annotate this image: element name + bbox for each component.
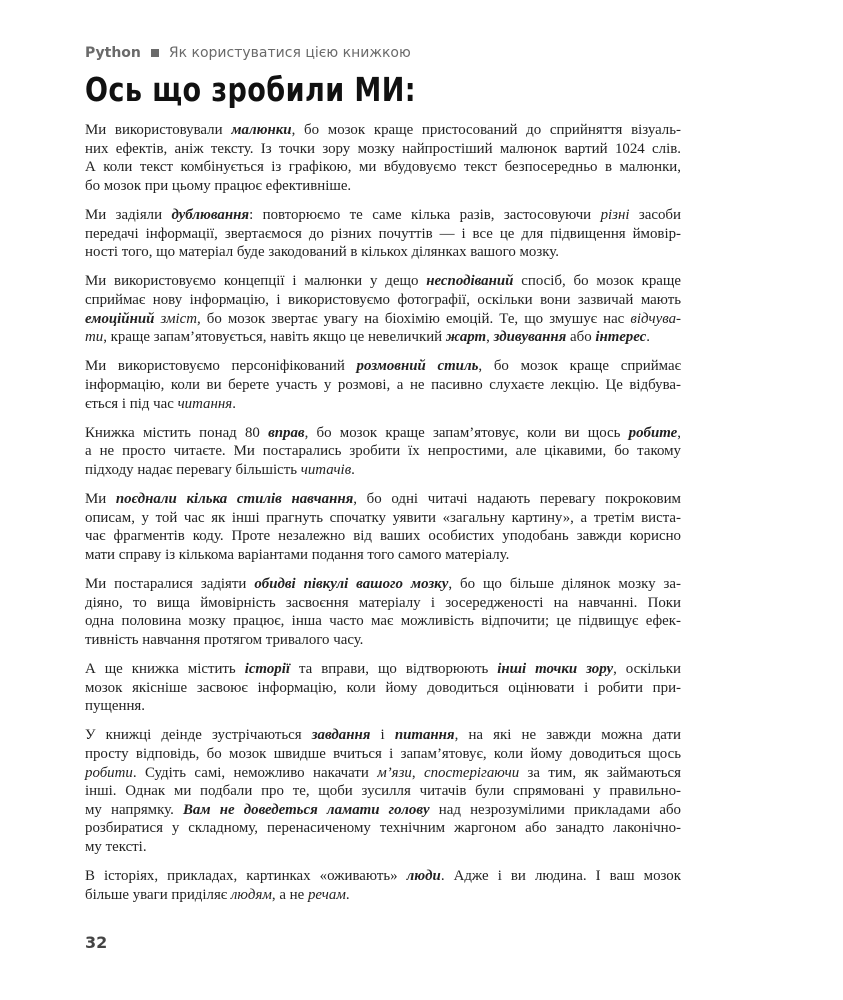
text-span: розбиратися у складному, перенасиченому технічним жаргоном або занадто лаконічно- — [85, 820, 681, 837]
text-span: тивність навчання протягом тривалого часу. — [85, 631, 364, 648]
text-span: мозок якісніше засвоює інформацію, коли йому доводиться оцінювати і робити при- — [85, 679, 681, 696]
emphasis-text: вправ — [268, 424, 305, 441]
text-span: , бо мозок краще сприймає — [478, 358, 681, 375]
text-line — [85, 631, 681, 650]
text-span: : повторюємо те саме кілька разів, застосовуючи — [249, 206, 601, 223]
text-line — [85, 328, 681, 347]
text-line — [85, 594, 681, 613]
emphasis-text: малюнки — [231, 122, 292, 138]
text-span: одна половина мозку працює, інша часто має можливість відпочити; це підвищує ефек- — [85, 613, 681, 630]
text-span: му напрямку. — [85, 801, 183, 818]
italic-text: речам — [307, 886, 346, 903]
text-line — [85, 819, 681, 838]
emphasis-text: інтерес — [595, 329, 647, 346]
text-span: , — [486, 329, 494, 346]
paragraph — [85, 357, 681, 413]
text-line — [85, 726, 681, 745]
text-span: , на які не завжди можна дати — [454, 727, 681, 744]
italic-text: м’язи — [377, 764, 412, 781]
emphasis-text: емоційний — [85, 310, 155, 327]
paragraph — [85, 660, 681, 716]
emphasis-text: розмовний стиль — [356, 358, 479, 375]
text-line — [85, 867, 681, 886]
text-span: . — [232, 395, 236, 412]
text-span: А ще книжка містить — [85, 661, 245, 677]
text-span: . Судіть самі, неможливо накачати — [132, 764, 378, 781]
text-span: му тексті. — [85, 838, 147, 855]
paragraph — [85, 206, 681, 262]
text-line — [85, 886, 681, 905]
emphasis-text: жарт — [445, 329, 487, 346]
text-line — [85, 442, 681, 461]
emphasis-text: історії — [244, 661, 290, 677]
text-line — [85, 310, 681, 329]
text-line — [85, 838, 681, 857]
emphasis-text: інші точки зору — [497, 661, 614, 677]
emphasis-text: дублювання — [171, 206, 250, 223]
text-span: , — [677, 424, 681, 441]
text-span: або — [566, 329, 596, 346]
text-span: Ми постаралися задіяти — [85, 576, 255, 593]
text-span: . — [351, 461, 355, 478]
text-span: Ми використовуємо концепції і малюнки у дещо — [85, 273, 427, 290]
italic-text: спостерігаючи — [423, 764, 520, 781]
text-span: . — [345, 886, 350, 903]
body-text — [85, 121, 681, 915]
section-title: Як користуватися цією книжкою — [168, 45, 411, 61]
text-span: , — [411, 764, 424, 781]
italic-text: зміст — [160, 310, 197, 327]
text-span: ється і під час — [85, 395, 178, 412]
text-line — [85, 291, 681, 310]
text-line — [85, 395, 681, 414]
text-span: ності того, що матеріал буде закодований в кількох ділянках вашого мозку. — [85, 244, 559, 261]
text-line — [85, 272, 681, 291]
text-span: інші. Однак ми подбали про те, щоби зусилля читачів були спрямовані у правильно- — [85, 783, 681, 800]
text-span: більше уваги приділяє — [85, 886, 231, 903]
text-span: Книжка містить понад 80 — [85, 424, 269, 441]
text-span: та вправи, що відтворюють — [290, 661, 498, 677]
text-span: них ефектів, аніж тексту. Із точки зору мозку найпростіший малюнок вартий 1024 слів. — [85, 140, 681, 157]
page-number: 32 — [85, 933, 108, 952]
emphasis-text: поєднали кілька стилів навчання — [115, 491, 354, 508]
text-line — [85, 424, 681, 443]
text-span: над незрозумілими прикладами або — [429, 801, 681, 818]
text-line — [85, 801, 681, 820]
text-span: , бо одні читачі надають перевагу покроковим — [353, 491, 681, 508]
text-span: засоби — [629, 206, 681, 223]
text-line — [85, 357, 681, 376]
emphasis-text: робите — [628, 424, 678, 441]
emphasis-text: люди — [406, 868, 441, 885]
text-span: . — [646, 329, 651, 346]
text-line — [85, 546, 681, 565]
paragraph — [85, 424, 681, 480]
text-span: просту відповідь, бо мозок швидше вчиться і запам’ятовує, коли йому доводиться щось — [85, 745, 681, 762]
text-line — [85, 225, 681, 244]
paragraph — [85, 490, 681, 564]
text-span: В історіях, прикладах, картинках «оживають» — [85, 868, 407, 885]
text-line — [85, 461, 681, 480]
text-line — [85, 764, 681, 783]
text-line — [85, 509, 681, 528]
text-line — [85, 612, 681, 631]
text-span: , а не — [271, 886, 308, 903]
paragraph — [85, 121, 681, 195]
book-title: Python — [85, 45, 141, 61]
text-line — [85, 575, 681, 594]
paragraph — [85, 726, 681, 856]
text-span: мати справу із кількома варіантами подання того самого матеріалу. — [85, 546, 510, 563]
text-span: а не просто читаєте. Ми постарались зробити їх непростими, але цікавими, бо такому — [85, 443, 681, 460]
emphasis-text: несподіваний — [426, 273, 514, 290]
page-heading: Ось що зробили МИ: — [85, 70, 417, 109]
text-line — [85, 177, 681, 196]
text-line — [85, 745, 681, 764]
text-span: передачі інформації, звертаємося до різних почуттів — і все це для підвищення ймовір- — [85, 225, 681, 242]
italic-text: ти — [85, 329, 104, 346]
text-line — [85, 206, 681, 225]
text-line — [85, 697, 681, 716]
running-header — [85, 45, 411, 61]
text-span: сприймає нову інформацію, і використовуємо фотографії, оскільки вони зазвичай мають — [85, 291, 681, 308]
text-span: , бо мозок звертає увагу на біохімію емоцій. Те, що змушує нас — [196, 310, 631, 327]
text-line — [85, 679, 681, 698]
emphasis-text: завдання — [311, 727, 371, 744]
text-span: Ми використовували — [85, 122, 232, 138]
text-span: за тим, як займаються — [519, 764, 681, 781]
text-span: , бо що більше ділянок мозку за- — [448, 576, 681, 593]
text-span: пущення. — [85, 698, 145, 715]
text-span: підходу надає перевагу більшість — [85, 461, 301, 478]
italic-text: робити — [85, 764, 133, 781]
paragraph — [85, 575, 681, 649]
text-line — [85, 140, 681, 159]
text-span: , оскільки — [613, 661, 681, 677]
emphasis-text: здивування — [493, 329, 567, 346]
text-span: описам, у той час як інші прагнуть спочатку уявити «загальну картину», а третім виста- — [85, 509, 681, 526]
text-span: У книжці деінде зустрічаються — [85, 727, 312, 744]
text-span: , бо мозок краще запам’ятовує, коли ви щось — [304, 424, 629, 441]
text-line — [85, 158, 681, 177]
square-separator-icon — [151, 49, 159, 57]
paragraph — [85, 867, 681, 904]
text-span: чає фрагментів коду. Проте незалежно від ваших особистих уподобань завжди корисно — [85, 528, 681, 545]
italic-text: читачів — [300, 461, 352, 478]
text-span: , бо мозок краще пристосований до сприйняття візуаль- — [291, 122, 681, 138]
emphasis-text: обидві півкулі вашого мозку — [254, 576, 449, 593]
text-span: спосіб, бо мозок краще — [513, 273, 681, 290]
text-line — [85, 376, 681, 395]
text-span: Ми використовуємо персоніфікований — [85, 358, 357, 375]
text-line — [85, 121, 681, 140]
italic-text: відчува- — [630, 310, 681, 327]
italic-text: читання — [177, 395, 233, 412]
paragraph — [85, 272, 681, 346]
italic-text: різні — [600, 206, 630, 223]
text-span: . Адже і ви людина. І ваш мозок — [440, 868, 681, 885]
text-span: А коли текст комбінується із графікою, ми вбудовуємо текст безпосередньо в малюнки, — [85, 159, 681, 176]
text-line — [85, 782, 681, 801]
text-span: бо мозок при цьому працює ефективніше. — [85, 177, 352, 194]
emphasis-text: питання — [394, 727, 455, 744]
text-span: і — [370, 727, 395, 744]
text-span: Ми — [85, 491, 116, 508]
text-span: , краще запам’ятовується, навіть якщо це невеличкий — [103, 329, 446, 346]
text-span: діяно, то вища ймовірність засвоєння матеріалу і зосередженості на навчанні. Поки — [85, 594, 681, 611]
text-line — [85, 527, 681, 546]
text-span: Ми задіяли — [85, 206, 172, 223]
text-line — [85, 660, 681, 679]
emphasis-text: Вам не доведеться ламати голову — [182, 801, 430, 818]
text-line — [85, 490, 681, 509]
italic-text: людям — [230, 886, 272, 903]
text-line — [85, 243, 681, 262]
text-span: інформацію, коли ви берете участь у розмові, а не пасивно слухаєте лекцію. Це відбува- — [85, 376, 681, 393]
